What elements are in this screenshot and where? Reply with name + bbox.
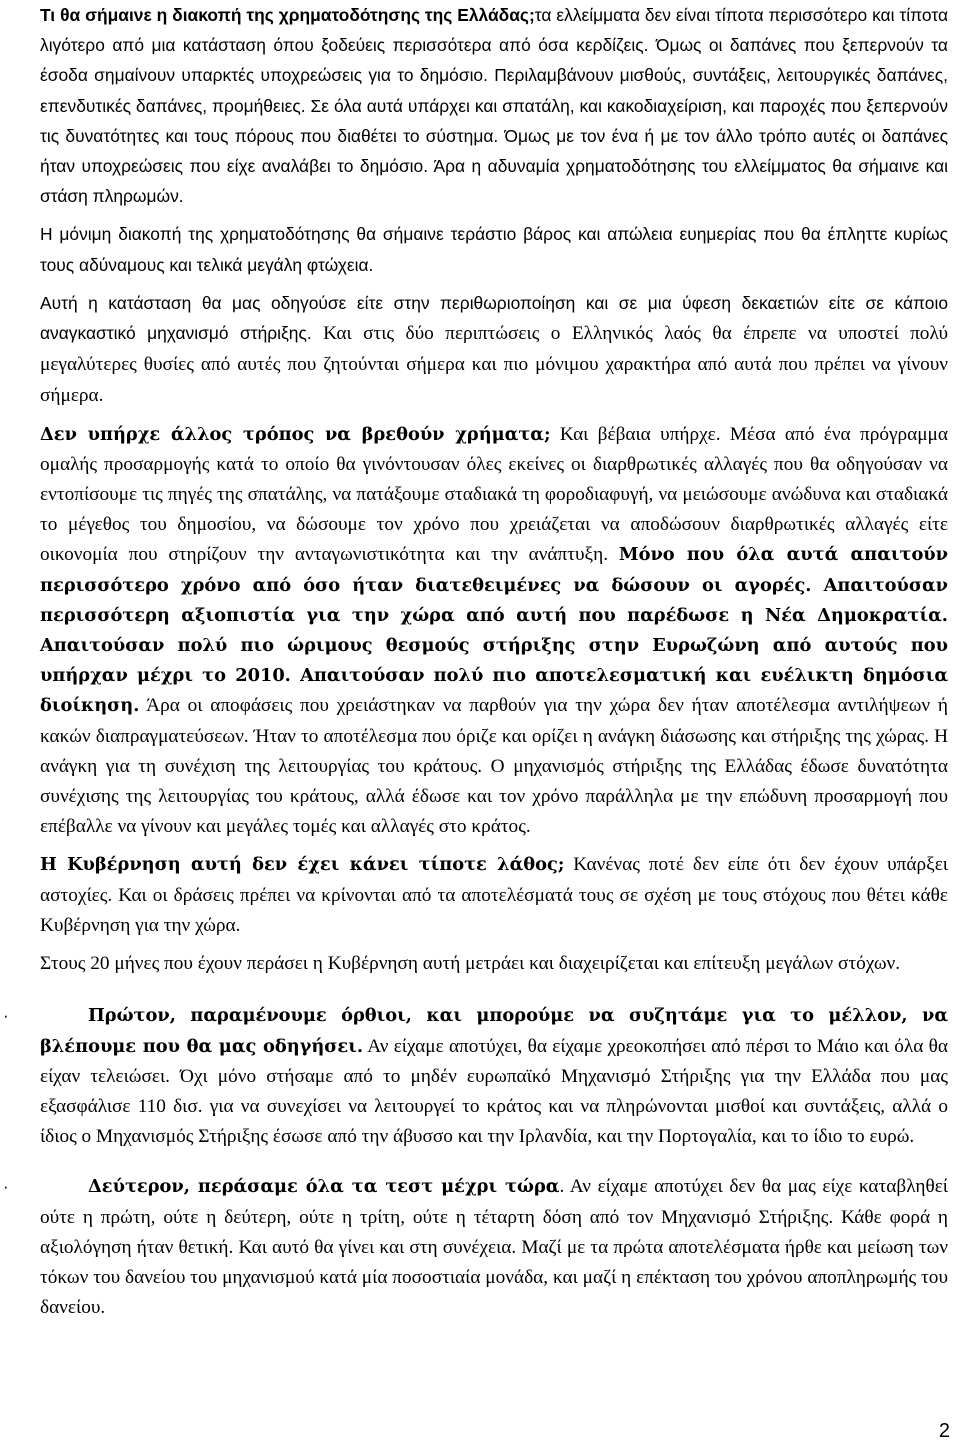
document-page xyxy=(3,0,948,1323)
paragraph-government xyxy=(40,850,948,941)
paragraph-heading: Δεν υπήρχε άλλος τρόπος να βρεθούν χρήματα; xyxy=(40,423,551,445)
list-item-heading: Δεύτερον, περάσαμε όλα τα τεστ μέχρι τώρα xyxy=(88,1176,560,1198)
paragraph-financing xyxy=(40,0,948,211)
list-item-text: . Αν είχαμε αποτύχει δεν θα μας είχε καταβληθεί ούτε η πρώτη, ούτε η δεύτερη, ούτε η τρίτη, ούτε η τέταρτη δόση από τον Μηχανισμό Στήριξης. Κάθε φορά η αξιολόγηση ήταν θετική. Και αυτό θα γίνει και στη συνέχεια. Μαζί με τα πρώτα αποτελέσματα ήρθε και μείωση των τόκων του δανείου του μηχανισμού κατά μία ποσοστιαία μονάδα, και μαζί η επέκταση του χρόνου αποπληρωμής του δανείου. xyxy=(40,1176,948,1319)
paragraph-20-months xyxy=(40,949,948,979)
bullet-marker: · xyxy=(3,1177,9,1197)
paragraph-text: Κανένας ποτέ δεν είπε ότι δεν έχουν υπάρξει αστοχίες. Και οι δράσεις πρέπει να κρίνονται από τα αποτελέσματά τους σε σχέση με τους στόχους που θέτει κάθε Κυβέρνηση για την χώρα. xyxy=(40,854,948,936)
paragraph-text: Στους 20 μήνες που έχουν περάσει η Κυβέρνηση αυτή μετράει και διαχειρίζεται και επίτευξη μεγάλων στόχων. xyxy=(40,953,901,975)
paragraph-emphasis: Μόνο που όλα αυτά απαιτούν περισσότερο χρόνο από όσο ήταν διατεθειμένες να δώσουν οι αγορές. Απαιτούσαν περισσότερη αξιοπιστία για την χώρα από αυτή που παρέδωσε η Νέα Δημοκρατία. Απαιτούσαν πολύ πιο ώριμους θεσμούς στήριξης στην Ευρωζώνη από αυτούς που υπήρχαν μέχρι το 2010. Απαιτούσαν πολύ πιο αποτελεσματική και ευέλικτη δημόσια διοίκηση. xyxy=(40,544,948,717)
paragraph-text: τα ελλείμματα δεν είναι τίποτα περισσότερο και τίποτα λιγότερο από μια κατάσταση όπου ξοδεύεις περισσότερα από όσα κερδίζεις. Όμως οι δαπάνες που ξεπερνούν τα έσοδα σημαίνουν υπαρκτές υποχρεώσεις για το δημόσιο. Περιλαμβάνουν μισθούς, συντάξεις, λειτουργικές δαπάνες, επενδυτικές δαπάνες, προμήθειες. Σε όλα αυτά υπάρχει και σπατάλη, και κακοδιαχείριση, και παροχές που ξεπερνούν τις δυνατότητες και τους πόρους που διαθέτει το σύστημα. Όμως με τον ένα ή με τον άλλο τρόπο αυτές οι δαπάνες ήταν υποχρεώσεις που είχε αναλάβει το δημόσιο. Άρα η αδυναμία χρηματοδότησης του ελλείμματος θα σήμαινε και στάση πληρωμών. xyxy=(40,5,948,207)
paragraph-text: Και βέβαια υπήρχε. Μέσα από ένα πρόγραμμα ομαλής προσαρμογής κατά το οποίο θα γινόντουσαν όλες εκείνες οι διαρθρωτικές αλλαγές που θα οδηγούσαν να εντοπίσουμε τις πηγές της σπατάλης, να πατάξουμε σταδιακά τη φοροδιαφυγή, να μειώσουμε ανώδυνα και σταδιακά το μέγεθος του δημοσίου, να δώσουμε τον χρόνο που χρειάζεται να αποδώσουν διαρθρωτικές αλλαγές είτε οικονομία που στηρίζουν την ανταγωνιστικότητα και την ανάπτυξη. xyxy=(40,423,948,566)
list-item-second xyxy=(3,1172,948,1323)
paragraph-situation xyxy=(40,288,948,412)
paragraph-text: Αυτή η κατάσταση θα μας οδηγούσε είτε στην περιθωριοποίηση και σε μια ύφεση δεκαετιών είτε σε κάποιο αναγκαστικό μηχανισμό στήριξης. xyxy=(40,292,948,344)
list-item-first xyxy=(3,1001,948,1152)
paragraph-other-way xyxy=(40,420,948,843)
list-item-text: Αν είχαμε αποτύχει, θα είχαμε χρεοκοπήσει από πέρσι το Μάιο και όλα θα είχαν τελειώσει. Όχι μόνο στήσαμε από το μηδέν ευρωπαϊκό Μηχανισμό Στήριξης για την Ελλάδα που μας εξασφάλισε 110 δισ. για να συνεχίσει να λειτουργεί το κράτος και να πληρώνονται μισθοί και συντάξεις, αλλά ο ίδιος ο Μηχανισμός Στήριξης έσωσε από την άβυσσο και την Ιρλανδία, και την Πορτογαλία, και το ίδιο το ευρώ. xyxy=(40,1035,948,1148)
page-number: 2 xyxy=(938,1420,950,1442)
list-item-heading: Πρώτον, παραμένουμε όρθιοι, και μπορούμε να συζητάμε για το μέλλον, να βλέπουμε που θα μας οδηγήσει. xyxy=(40,1005,948,1057)
paragraph-text: Η μόνιμη διακοπή της χρηματοδότησης θα σήμαινε τεράστιο βάρος και απώλεια ευημερίας που θα έπληττε κυρίως τους αδύναμους και τελικά μεγάλη φτώχεια. xyxy=(40,224,948,275)
paragraph-heading: Η Κυβέρνηση αυτή δεν έχει κάνει τίποτε λάθος; xyxy=(40,854,565,876)
paragraph-heading: Τι θα σήμαινε η διακοπή της χρηματοδότησης της Ελλάδας; xyxy=(40,5,535,25)
paragraph-text-serif: Και στις δύο περιπτώσεις ο Ελληνικός λαός θα έπρεπε να υποστεί πολύ μεγαλύτερες θυσίες από αυτές που ζητούνται σήμερα και πιο μόνιμου χαρακτήρα από αυτά που πρέπει να γίνουν σήμερα. xyxy=(40,323,948,407)
bullet-marker: · xyxy=(3,1006,9,1026)
paragraph-text: Άρα οι αποφάσεις που χρειάστηκαν να παρθούν για την χώρα δεν ήταν αποτέλεσμα αντιλήψεων ή κακών διαπραγματεύσεων. Ήταν το αποτέλεσμα που όριζε και ορίζει η ανάγκη διάσωσης και στήριξης της χώρας. Η ανάγκη για τη συνέχιση της λειτουργίας του κράτους. Ο μηχανισμός στήριξης της Ελλάδας έδωσε δυνατότητα συνέχισης της λειτουργίας του κράτους, αλλά έδωσε και τον χρόνο παράλληλα με την επώδυνη προσαρμογή που επέβαλλε να γίνουν και μεγάλες τομές και αλλαγές στο κράτος. xyxy=(40,695,948,838)
paragraph-permanent-stop xyxy=(40,219,948,279)
